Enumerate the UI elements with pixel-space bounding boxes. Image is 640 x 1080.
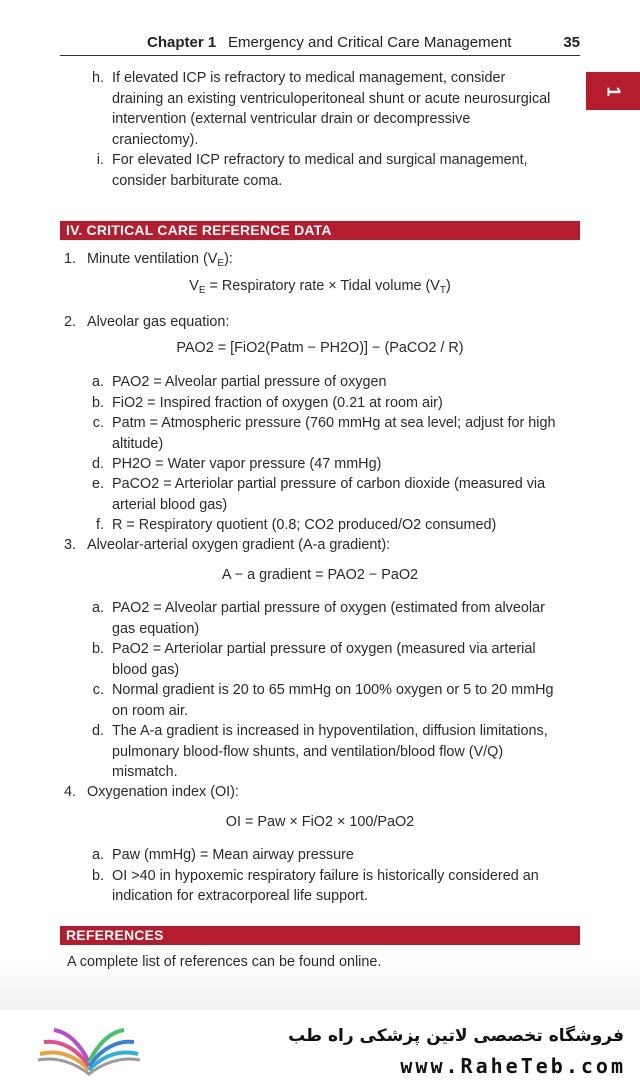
references-text: A complete list of references can be found online. (67, 954, 382, 970)
list-number: 3. (63, 537, 76, 553)
item-label: a. (91, 847, 104, 863)
item-text-line: The A-a gradient is increased in hypoventilation, diffusion limitations, (112, 723, 548, 739)
aa-gradient-equation: A − a gradient = PAO2 − PaO2 (221, 567, 419, 583)
item-label: f. (96, 517, 104, 533)
item-text-line: PaO2 = Arteriolar partial pressure of oxygen (measured via arterial (112, 641, 536, 657)
item-label: a. (91, 600, 104, 616)
item-text-line: altitude) (112, 435, 164, 452)
item-text-line: PaCO2 = Arteriolar partial pressure of carbon dioxide (measured via (112, 476, 546, 492)
item-text-line: intervention (external ventricular drain or decompressive (112, 111, 471, 127)
section-heading: IV. CRITICAL CARE REFERENCE DATA (66, 222, 332, 238)
item-text-line: indication for extracorporeal life support. (112, 888, 368, 904)
item-text-line: If elevated ICP is refractory to medical management, consider (112, 70, 506, 86)
item-label: b. (91, 867, 104, 884)
chapter-tab-label: 1 (603, 85, 624, 97)
chapter-tab (586, 72, 640, 110)
item-label: i. (96, 152, 104, 168)
item-text-line: blood gas) (112, 661, 180, 678)
item-label: h. (91, 70, 104, 86)
item-text-line: consider barbiturate coma. (112, 172, 283, 189)
item-text-line: on room air. (112, 702, 188, 719)
item-text-line: Patm = Atmospheric pressure (760 mmHg at sea level; adjust for high (112, 415, 556, 431)
item-text-line: draining an existing ventriculoperitoneal shunt or acute neurosurgical (112, 90, 551, 107)
header-rule (60, 55, 580, 56)
list-number: 2. (63, 314, 76, 330)
item-text-line: Paw (mmHg) = Mean airway pressure (112, 847, 354, 863)
item-label: b. (91, 394, 104, 411)
item-text-line: mismatch. (112, 764, 178, 780)
minute-ventilation-equation: $V_E$ = Respiratory rate × Tidal volume $(V_T)$ (189, 278, 451, 296)
item-text-line: OI >40 in hypoxemic respiratory failure is historically considered an (112, 867, 539, 884)
oxygenation-index-equation: OI = Paw × FiO2 × 100/PaO2 (225, 814, 415, 830)
alveolar-gas-equation: PAO2 = [FiO2(Patm − PH2O)] − (PaCO2 / R) (176, 340, 464, 356)
item-label: a. (91, 374, 104, 390)
item-text-line: Normal gradient is 20 to 65 mmHg on 100% oxygen or 5 to 20 mmHg (112, 682, 554, 698)
item-text-line: PH2O = Water vapor pressure (47 mmHg) (112, 456, 382, 472)
item-label: c. (92, 415, 104, 431)
item-text-line: PAO2 = Alveolar partial pressure of oxygen (estimated from alveolar (112, 600, 545, 616)
running-header (60, 34, 580, 54)
item-text-line: pulmonary blood-flow shunts, and ventilation/blood flow (V/Q) (112, 743, 504, 760)
open-book-logo-icon (34, 1024, 144, 1076)
item-text-line: gas equation) (112, 620, 200, 637)
list-number: 1. (63, 251, 76, 267)
item-text-line: R = Respiratory quotient (0.8; CO2 produced/O2 consumed) (112, 517, 497, 533)
store-name-persian: فروشگاه تخصصی لاتین پزشکی راه طب (288, 1026, 624, 1046)
list-number: 4. (63, 784, 76, 800)
item-text-line: For elevated ICP refractory to medical and surgical management, (112, 152, 528, 168)
item-label: e. (91, 476, 104, 492)
store-footer (0, 1010, 640, 1080)
aa-gradient-title: Alveolar-arterial oxygen gradient (A-a gradient): (87, 537, 391, 553)
page-number: 35 (563, 34, 580, 51)
minute-ventilation-title: Minute ventilation $(V_E)$: (87, 251, 233, 269)
section-heading-band (60, 221, 580, 240)
item-label: d. (91, 723, 104, 739)
item-text-line: FiO2 = Inspired fraction of oxygen (0.21 at room air) (112, 394, 443, 411)
item-text-line: PAO2 = Alveolar partial pressure of oxygen (112, 374, 387, 390)
references-heading-band (60, 926, 580, 945)
chapter-title: Emergency and Critical Care Management (228, 34, 512, 51)
chapter-label: Chapter 1 (147, 34, 217, 51)
item-label: c. (92, 682, 104, 698)
references-heading: REFERENCES (66, 927, 164, 943)
item-label: d. (91, 456, 104, 472)
item-text-line: arterial blood gas) (112, 496, 228, 513)
oxygenation-index-title: Oxygenation index (OI): (87, 784, 239, 800)
item-text-line: craniectomy). (112, 131, 199, 148)
store-url[interactable]: www.RaheTeb.com (400, 1054, 626, 1078)
alveolar-gas-title: Alveolar gas equation: (87, 314, 230, 330)
item-label: b. (91, 641, 104, 657)
